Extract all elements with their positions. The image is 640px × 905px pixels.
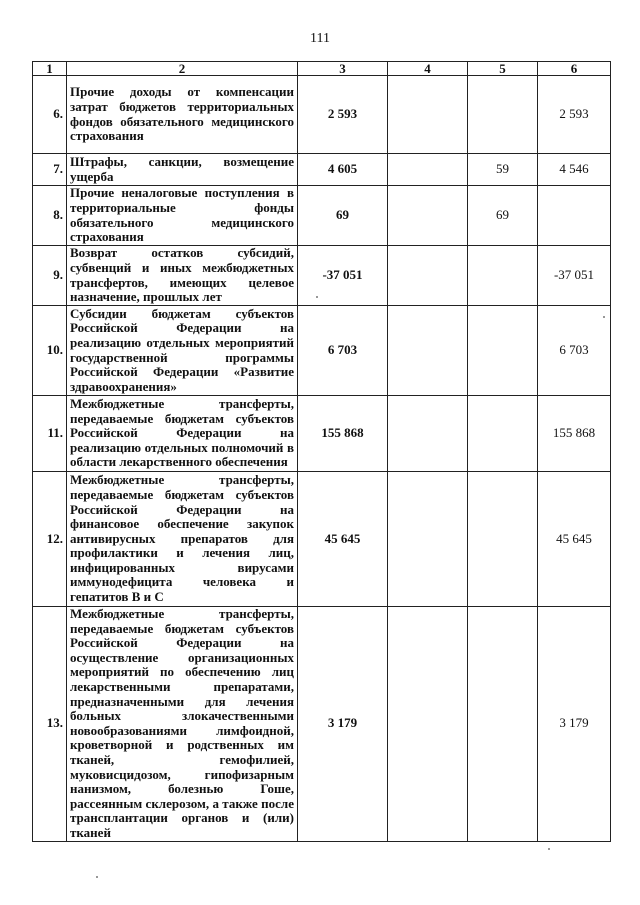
row-name: Штрафы, санкции, возмещение ущерба (67, 154, 298, 186)
row-col-4 (388, 246, 468, 306)
row-col-4 (388, 607, 468, 842)
scan-speck (548, 848, 550, 850)
table-row (33, 154, 611, 186)
table-row (33, 472, 611, 607)
row-name: Прочие неналоговые поступления в территориальные фонды обязательного медицинского страхования (67, 186, 298, 246)
row-col-3: 45 645 (298, 472, 388, 607)
row-col-4 (388, 472, 468, 607)
row-col-6: 4 546 (538, 154, 611, 186)
row-col-5 (468, 396, 538, 472)
row-number: 10. (33, 306, 67, 396)
row-col-3: 4 605 (298, 154, 388, 186)
row-col-4 (388, 154, 468, 186)
row-col-5 (468, 607, 538, 842)
header-col-3: 3 (298, 62, 388, 76)
row-name: Субсидии бюджетам субъектов Российской Федерации на реализацию отдельных мероприятий государственной программы Российской Федерации «Развитие здравоохранения» (67, 306, 298, 396)
row-col-4 (388, 396, 468, 472)
row-name: Прочие доходы от компенсации затрат бюджетов территориальных фондов обязательного медицинского страхования (67, 76, 298, 154)
table-row (33, 396, 611, 472)
row-col-5 (468, 246, 538, 306)
header-col-6: 6 (538, 62, 611, 76)
table-row (33, 607, 611, 842)
row-col-3: 3 179 (298, 607, 388, 842)
row-col-5 (468, 472, 538, 607)
row-col-5: 59 (468, 154, 538, 186)
row-col-5 (468, 76, 538, 154)
row-col-4 (388, 306, 468, 396)
row-col-5: 69 (468, 186, 538, 246)
header-col-4: 4 (388, 62, 468, 76)
row-number: 13. (33, 607, 67, 842)
row-number: 8. (33, 186, 67, 246)
header-col-1: 1 (33, 62, 67, 76)
row-col-4 (388, 76, 468, 154)
row-col-6: -37 051 (538, 246, 611, 306)
header-col-5: 5 (468, 62, 538, 76)
row-name: Межбюджетные трансферты, передаваемые бюджетам субъектов Российской Федерации на осуществление организационных мероприятий по обеспечению лиц лекарственными препаратами, предназначенными для лечения больных злокачественными новообразованиями лимфоидной, кроветворной и родственных им тканей, гемофилией, муковисцидозом, гипофизарным нанизмом, болезнью Гоше, рассеянным склерозом, а также после трансплантации органов и (или) тканей (67, 607, 298, 842)
row-name: Межбюджетные трансферты, передаваемые бюджетам субъектов Российской Федерации на финансовое обеспечение закупок антивирусных препаратов для профилактики и лечения лиц, инфицированных вирусами иммунодефицита человека и гепатитов В и С (67, 472, 298, 607)
row-col-6 (538, 186, 611, 246)
row-number: 9. (33, 246, 67, 306)
scan-speck (603, 316, 605, 318)
row-col-3: -37 051 (298, 246, 388, 306)
scan-speck (96, 876, 98, 878)
row-col-6: 45 645 (538, 472, 611, 607)
row-number: 6. (33, 76, 67, 154)
row-col-6: 155 868 (538, 396, 611, 472)
row-col-3: 69 (298, 186, 388, 246)
row-col-6: 6 703 (538, 306, 611, 396)
row-number: 12. (33, 472, 67, 607)
row-col-6: 3 179 (538, 607, 611, 842)
header-col-2: 2 (67, 62, 298, 76)
table-row (33, 306, 611, 396)
row-col-4 (388, 186, 468, 246)
budget-table (32, 61, 611, 842)
row-col-3: 2 593 (298, 76, 388, 154)
table-row (33, 186, 611, 246)
row-col-6: 2 593 (538, 76, 611, 154)
row-col-5 (468, 306, 538, 396)
scan-speck (316, 296, 318, 298)
row-number: 11. (33, 396, 67, 472)
row-number: 7. (33, 154, 67, 186)
table-row (33, 76, 611, 154)
row-col-3: 6 703 (298, 306, 388, 396)
table-header-row (33, 62, 611, 76)
row-col-3: 155 868 (298, 396, 388, 472)
table-row (33, 246, 611, 306)
row-name: Возврат остатков субсидий, субвенций и иных межбюджетных трансфертов, имеющих целевое назначение, прошлых лет (67, 246, 298, 306)
page-number: 111 (310, 31, 330, 46)
row-name: Межбюджетные трансферты, передаваемые бюджетам субъектов Российской Федерации на реализацию отдельных полномочий в области лекарственного обеспечения (67, 396, 298, 472)
